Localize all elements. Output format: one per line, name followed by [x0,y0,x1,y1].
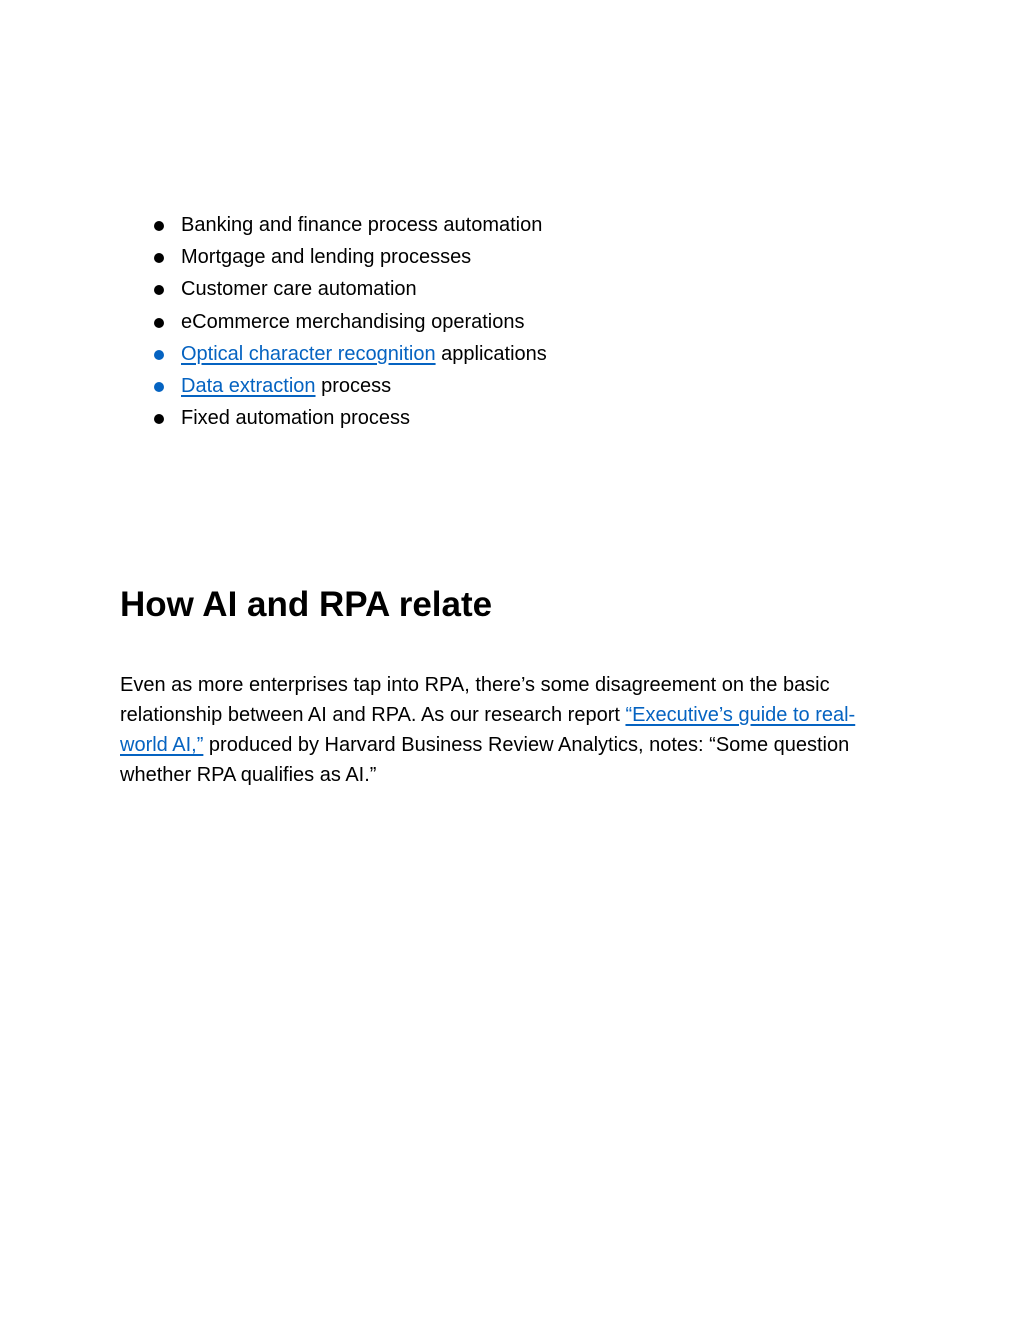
list-item-text: Mortgage and lending processes [181,246,472,269]
bullet-icon [154,414,164,424]
list-item-suffix: applications [435,342,547,365]
executives-guide-link-continued[interactable]: world AI,” [120,734,204,756]
bullet-icon [154,253,164,263]
list-item-text: Customer care automation [181,278,417,301]
bullet-icon [154,382,164,392]
bullet-icon [154,221,164,231]
paragraph-line [120,700,910,730]
list-item-text: eCommerce merchandising operations [181,310,525,333]
paragraph-line: whether RPA qualifies as AI.” [120,764,377,786]
list-item-suffix: process [315,374,392,397]
list-item-text: Fixed automation process [181,407,411,430]
list-item-text [181,338,547,370]
bullet-icon [154,350,164,360]
paragraph-text: produced by Harvard Business Review Analytics, notes: “Some question [203,734,850,756]
data-extraction-link[interactable]: Data extraction [181,374,316,397]
paragraph-text: relationship between AI and RPA. As our research report [120,704,626,726]
bullet-icon [154,318,164,328]
ocr-link[interactable]: Optical character recognition [181,342,436,365]
list-item-text [181,370,391,402]
section-heading: How AI and RPA relate [120,585,493,624]
section-paragraph [120,670,910,790]
list-item-text: Banking and finance process automation [181,214,543,236]
bullet-icon [154,285,164,295]
paragraph-line: Even as more enterprises tap into RPA, there’s some disagreement on the basic [120,674,830,696]
executives-guide-link[interactable]: “Executive’s guide to real- [625,704,856,726]
paragraph-line [120,730,910,760]
